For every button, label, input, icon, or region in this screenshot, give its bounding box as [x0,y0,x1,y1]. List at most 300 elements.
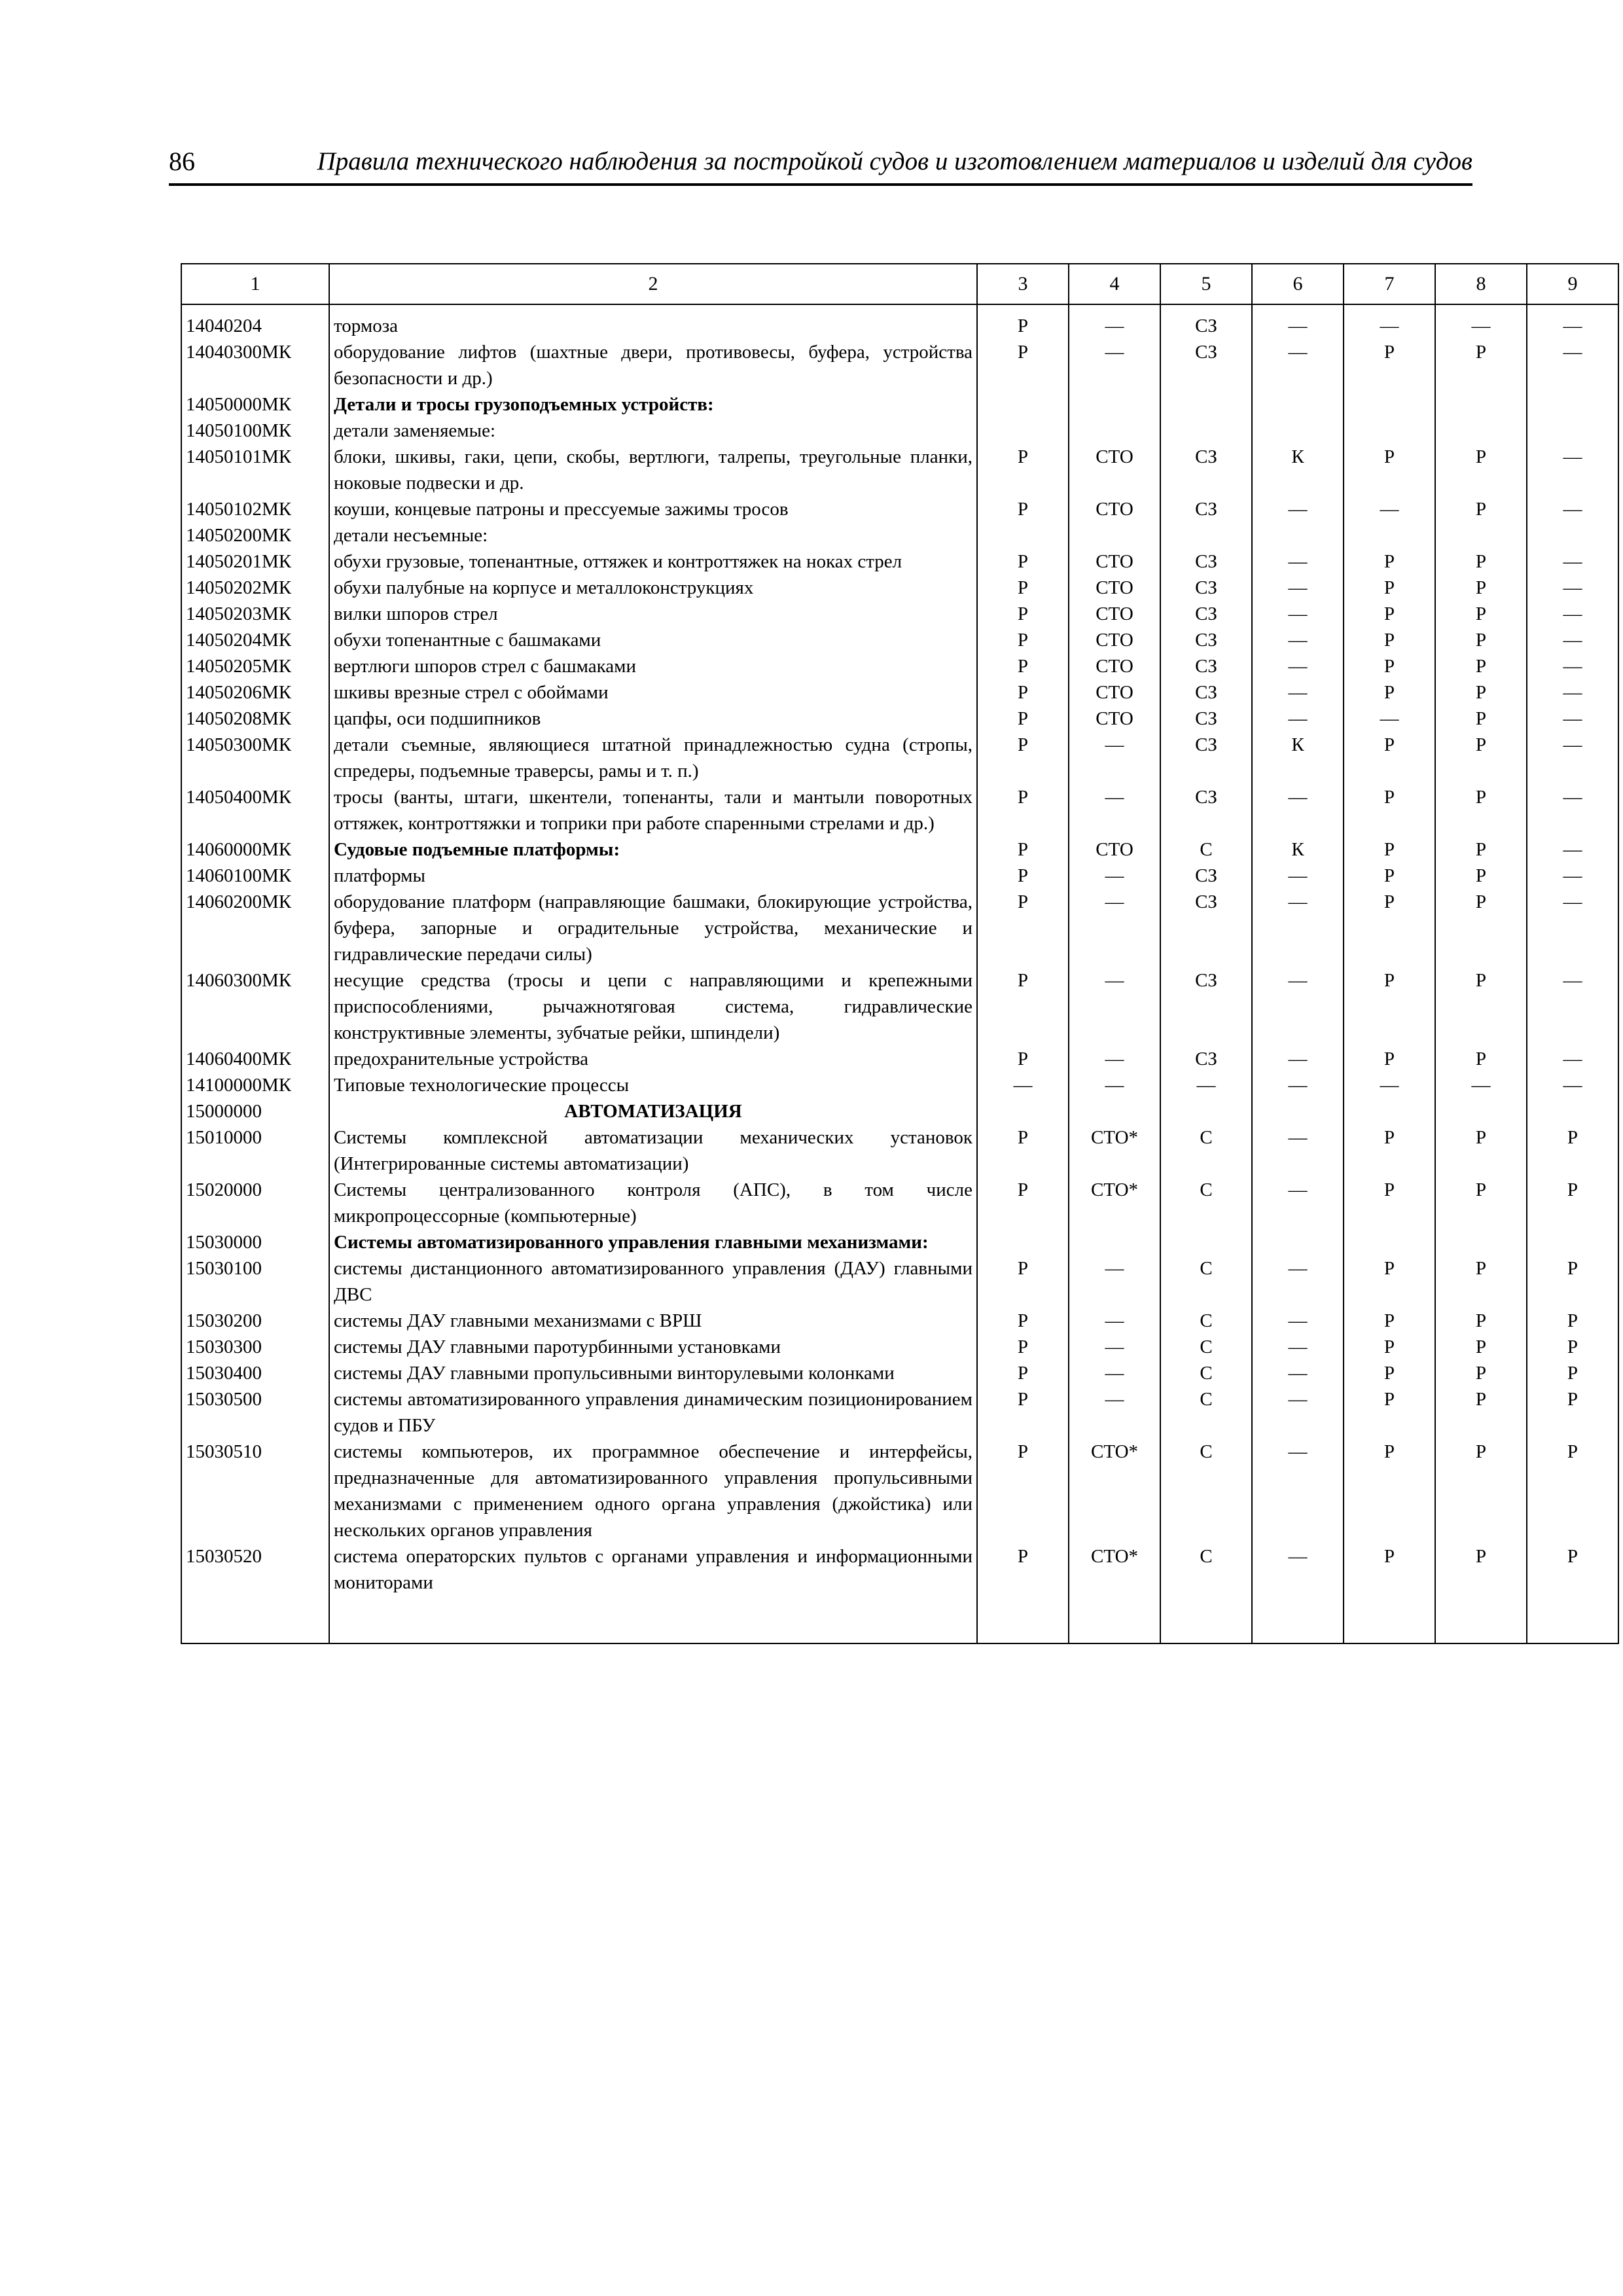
cell-col-9: — [1527,732,1618,784]
cell-col-4: — [1069,1360,1160,1386]
cell-col-8: Р [1435,627,1527,653]
cell-col-6: — [1252,575,1344,601]
item-description: тросы (ванты, штаги, шкентели, топенанты, тали и мантыли поворотных оттяжек, контроттяжки и топрики при работе спаренными стрелами и др.) [329,784,977,836]
table-row [181,967,1618,1046]
cell-col-6: — [1252,1386,1344,1439]
cell-col-5: СЗ [1160,548,1252,575]
item-code: 14050205МК [181,653,329,679]
cell-col-7 [1344,1229,1435,1255]
cell-col-4 [1069,522,1160,548]
item-code: 15010000 [181,1124,329,1177]
cell-col-6: — [1252,548,1344,575]
spacer-cell [329,1596,977,1643]
cell-col-3: Р [977,1308,1069,1334]
cell-col-5: СЗ [1160,889,1252,967]
cell-col-7: Р [1344,1255,1435,1308]
table-bottom-spacer [181,1596,1618,1643]
item-description: Системы автоматизированного управления главными механизмами: [329,1229,977,1255]
cell-col-3: Р [977,444,1069,496]
cell-col-5: СЗ [1160,444,1252,496]
cell-col-8: Р [1435,732,1527,784]
cell-col-4: СТО [1069,444,1160,496]
column-header: 5 [1160,264,1252,304]
cell-col-9: — [1527,339,1618,391]
cell-col-9: Р [1527,1543,1618,1596]
cell-col-8: Р [1435,601,1527,627]
item-description: Судовые подъемные платформы: [329,836,977,863]
cell-col-7: Р [1344,548,1435,575]
cell-col-4: — [1069,1334,1160,1360]
cell-col-3: Р [977,1177,1069,1229]
cell-col-4: СТО [1069,496,1160,522]
cell-col-4: СТО* [1069,1439,1160,1543]
cell-col-5: С [1160,1308,1252,1334]
cell-col-6: К [1252,732,1344,784]
cell-col-5: СЗ [1160,679,1252,706]
cell-col-5: С [1160,1360,1252,1386]
cell-col-5: СЗ [1160,627,1252,653]
table-row [181,889,1618,967]
item-code: 15030400 [181,1360,329,1386]
cell-col-9: — [1527,601,1618,627]
cell-col-9: Р [1527,1334,1618,1360]
item-description: шкивы врезные стрел с обоймами [329,679,977,706]
cell-col-9: — [1527,706,1618,732]
cell-col-3: Р [977,601,1069,627]
cell-col-6 [1252,418,1344,444]
cell-col-8: Р [1435,653,1527,679]
cell-col-7: Р [1344,1124,1435,1177]
item-code: 14050204МК [181,627,329,653]
table-row [181,1386,1618,1439]
cell-col-8 [1435,1229,1527,1255]
cell-col-6: — [1252,496,1344,522]
cell-col-4 [1069,391,1160,418]
cell-col-9: — [1527,575,1618,601]
cell-col-4: — [1069,339,1160,391]
item-description: обухи грузовые, топенантные, оттяжек и контроттяжек на ноках стрел [329,548,977,575]
item-description: системы ДАУ главными пропульсивными винторулевыми колонками [329,1360,977,1386]
cell-col-7 [1344,418,1435,444]
item-code: 14060000МК [181,836,329,863]
cell-col-6: — [1252,889,1344,967]
cell-col-8: Р [1435,1334,1527,1360]
column-header: 1 [181,264,329,304]
item-description: система операторских пультов с органами управления и информационными мониторами [329,1543,977,1596]
cell-col-6: — [1252,1124,1344,1177]
cell-col-8: Р [1435,1124,1527,1177]
cell-col-5: С [1160,1439,1252,1543]
cell-col-3: Р [977,967,1069,1046]
cell-col-3 [977,1229,1069,1255]
cell-col-4: — [1069,1308,1160,1334]
item-description: оборудование лифтов (шахтные двери, противовесы, буфера, устройства безопасности и др.) [329,339,977,391]
cell-col-9: Р [1527,1124,1618,1177]
table-row [181,679,1618,706]
cell-col-3 [977,391,1069,418]
item-code: 14100000МК [181,1072,329,1098]
cell-col-3: Р [977,304,1069,339]
column-header: 4 [1069,264,1160,304]
cell-col-4: — [1069,863,1160,889]
cell-col-3: Р [977,1124,1069,1177]
cell-col-5: СЗ [1160,601,1252,627]
cell-col-3: Р [977,706,1069,732]
cell-col-8: Р [1435,706,1527,732]
table-row [181,522,1618,548]
item-code: 14060300МК [181,967,329,1046]
item-code: 14050203МК [181,601,329,627]
cell-col-3: Р [977,627,1069,653]
cell-col-5: СЗ [1160,1046,1252,1072]
item-code: 14050201МК [181,548,329,575]
cell-col-7: Р [1344,575,1435,601]
table-row [181,1124,1618,1177]
cell-col-6: — [1252,601,1344,627]
item-description: коуши, концевые патроны и прессуемые зажимы тросов [329,496,977,522]
cell-col-6: — [1252,1360,1344,1386]
cell-col-8: Р [1435,444,1527,496]
page-header [169,145,1472,186]
cell-col-9: — [1527,304,1618,339]
cell-col-3: Р [977,339,1069,391]
cell-col-6: — [1252,967,1344,1046]
table-row [181,444,1618,496]
cell-col-8: Р [1435,1255,1527,1308]
cell-col-3: Р [977,679,1069,706]
item-description: детали съемные, являющиеся штатной принадлежностью судна (стропы, спредеры, подъемные траверсы, рамы и т. п.) [329,732,977,784]
cell-col-9: Р [1527,1360,1618,1386]
cell-col-3: Р [977,863,1069,889]
cell-col-6: — [1252,627,1344,653]
item-code: 14060100МК [181,863,329,889]
cell-col-9 [1527,1229,1618,1255]
cell-col-6 [1252,1229,1344,1255]
cell-col-8: Р [1435,1177,1527,1229]
table-row [181,496,1618,522]
cell-col-9: — [1527,1046,1618,1072]
spacer-cell [1527,1596,1618,1643]
cell-col-5: — [1160,1072,1252,1098]
table-row [181,575,1618,601]
cell-col-9: — [1527,679,1618,706]
cell-col-7: Р [1344,836,1435,863]
item-description: блоки, шкивы, гаки, цепи, скобы, вертлюги, талрепы, треугольные планки, ноковые подвески и др. [329,444,977,496]
cell-col-5: СЗ [1160,967,1252,1046]
cell-col-5: СЗ [1160,653,1252,679]
column-header: 9 [1527,264,1618,304]
table-row [181,1360,1618,1386]
item-code: 14050101МК [181,444,329,496]
cell-col-8: Р [1435,784,1527,836]
cell-col-7: Р [1344,1543,1435,1596]
item-description: обухи палубные на корпусе и металлоконструкциях [329,575,977,601]
cell-col-3: — [977,1072,1069,1098]
table-row [181,1098,1618,1124]
table-row [181,627,1618,653]
table-row [181,1177,1618,1229]
item-description: системы ДАУ главными паротурбинными установками [329,1334,977,1360]
item-description: предохранительные устройства [329,1046,977,1072]
cell-col-6: — [1252,1334,1344,1360]
cell-col-8: Р [1435,548,1527,575]
cell-col-8: Р [1435,967,1527,1046]
cell-col-6: К [1252,836,1344,863]
cell-col-4: — [1069,1255,1160,1308]
cell-col-4: — [1069,967,1160,1046]
item-code: 15020000 [181,1177,329,1229]
item-description: цапфы, оси подшипников [329,706,977,732]
cell-col-6: — [1252,1543,1344,1596]
table-row [181,863,1618,889]
cell-col-7: — [1344,706,1435,732]
cell-col-6: — [1252,1255,1344,1308]
cell-col-9 [1527,522,1618,548]
cell-col-6: — [1252,1439,1344,1543]
cell-col-9: — [1527,967,1618,1046]
cell-col-7: Р [1344,1334,1435,1360]
cell-col-6: — [1252,1046,1344,1072]
cell-col-3: Р [977,784,1069,836]
table-row [181,1072,1618,1098]
cell-col-8 [1435,522,1527,548]
cell-col-5: СЗ [1160,784,1252,836]
spacer-cell [181,1596,329,1643]
item-description: детали несъемные: [329,522,977,548]
cell-col-4: СТО [1069,548,1160,575]
item-code: 15030100 [181,1255,329,1308]
cell-col-8: Р [1435,575,1527,601]
table-row [181,1046,1618,1072]
cell-col-8: Р [1435,679,1527,706]
cell-col-3: Р [977,653,1069,679]
cell-col-7: Р [1344,627,1435,653]
cell-col-4: СТО [1069,679,1160,706]
cell-col-5: СЗ [1160,575,1252,601]
cell-col-7: Р [1344,1177,1435,1229]
cell-col-7: Р [1344,1046,1435,1072]
item-code: 14050400МК [181,784,329,836]
table-row [181,391,1618,418]
item-code: 15030000 [181,1229,329,1255]
spacer-cell [977,1596,1069,1643]
column-header: 7 [1344,264,1435,304]
cell-col-3: Р [977,1334,1069,1360]
table-row [181,1229,1618,1255]
cell-col-7: — [1344,304,1435,339]
cell-col-3: Р [977,1543,1069,1596]
cell-col-8 [1435,418,1527,444]
cell-col-3: Р [977,548,1069,575]
cell-col-4: СТО [1069,575,1160,601]
cell-col-4: — [1069,889,1160,967]
cell-col-8: Р [1435,863,1527,889]
cell-col-6: — [1252,1177,1344,1229]
cell-col-9 [1527,391,1618,418]
cell-col-8: Р [1435,496,1527,522]
cell-col-5: С [1160,1124,1252,1177]
cell-col-7: — [1344,1072,1435,1098]
cell-col-7 [1344,1098,1435,1124]
item-description: системы дистанционного автоматизированного управления (ДАУ) главными ДВС [329,1255,977,1308]
table-header-row [181,264,1618,304]
cell-col-3 [977,522,1069,548]
table-row [181,732,1618,784]
item-code: 14050100МК [181,418,329,444]
item-code: 14050206МК [181,679,329,706]
cell-col-4: СТО* [1069,1124,1160,1177]
cell-col-9 [1527,1098,1618,1124]
cell-col-4: — [1069,732,1160,784]
cell-col-5 [1160,1098,1252,1124]
cell-col-6: — [1252,339,1344,391]
cell-col-8: — [1435,304,1527,339]
cell-col-3: Р [977,575,1069,601]
item-description: вертлюги шпоров стрел с башмаками [329,653,977,679]
item-description: Детали и тросы грузоподъемных устройств: [329,391,977,418]
item-code: 14060200МК [181,889,329,967]
cell-col-8: — [1435,1072,1527,1098]
item-code: 15030200 [181,1308,329,1334]
cell-col-7 [1344,522,1435,548]
cell-col-4: СТО* [1069,1177,1160,1229]
cell-col-9: Р [1527,1439,1618,1543]
table-row [181,601,1618,627]
item-description: платформы [329,863,977,889]
cell-col-4: СТО* [1069,1543,1160,1596]
column-header: 2 [329,264,977,304]
cell-col-7: Р [1344,784,1435,836]
cell-col-5 [1160,418,1252,444]
cell-col-7: Р [1344,339,1435,391]
cell-col-4 [1069,1098,1160,1124]
spacer-cell [1252,1596,1344,1643]
table-row [181,339,1618,391]
cell-col-6: — [1252,1308,1344,1334]
column-header: 3 [977,264,1069,304]
item-description: тормоза [329,304,977,339]
table-row [181,418,1618,444]
item-description: системы компьютеров, их программное обеспечение и интерфейсы, предназначенные для автоматизированного управления пропульсивными механизмами с применением одного органа управления (джойстика) или нескольких органов управления [329,1439,977,1543]
item-description: вилки шпоров стрел [329,601,977,627]
cell-col-7: Р [1344,679,1435,706]
cell-col-7: Р [1344,889,1435,967]
item-description: Системы централизованного контроля (АПС), в том числе микропроцессорные (компьютерные) [329,1177,977,1229]
spacer-cell [1344,1596,1435,1643]
item-description: Системы комплексной автоматизации механических установок (Интегрированные системы автоматизации) [329,1124,977,1177]
table-row [181,548,1618,575]
cell-col-9: — [1527,836,1618,863]
item-code: 14050102МК [181,496,329,522]
cell-col-4: СТО [1069,653,1160,679]
cell-col-9: Р [1527,1308,1618,1334]
cell-col-8: Р [1435,1543,1527,1596]
table-row [181,706,1618,732]
cell-col-4: — [1069,1386,1160,1439]
cell-col-5: С [1160,1255,1252,1308]
cell-col-3: Р [977,732,1069,784]
cell-col-9: — [1527,627,1618,653]
cell-col-6 [1252,522,1344,548]
item-description: оборудование платформ (направляющие башмаки, блокирующие устройства, буфера, запорные и оградительные устройства, механические и гидравлические передачи силы) [329,889,977,967]
cell-col-3: Р [977,836,1069,863]
running-title: Правила технического наблюдения за постройкой судов и изготовлением материалов и изделий для судов [317,147,1472,175]
item-code: 15030300 [181,1334,329,1360]
item-code: 14050202МК [181,575,329,601]
cell-col-4: — [1069,1072,1160,1098]
cell-col-4: СТО [1069,601,1160,627]
cell-col-8 [1435,1098,1527,1124]
spacer-cell [1160,1596,1252,1643]
cell-col-7: Р [1344,653,1435,679]
item-description: Типовые технологические процессы [329,1072,977,1098]
cell-col-3: Р [977,1439,1069,1543]
item-code: 14040300МК [181,339,329,391]
item-description: системы автоматизированного управления динамическим позиционированием судов и ПБУ [329,1386,977,1439]
cell-col-8: Р [1435,1308,1527,1334]
cell-col-9 [1527,418,1618,444]
cell-col-3 [977,1098,1069,1124]
cell-col-4 [1069,418,1160,444]
cell-col-4: — [1069,784,1160,836]
item-description: обухи топенантные с башмаками [329,627,977,653]
cell-col-6 [1252,391,1344,418]
item-code: 14050208МК [181,706,329,732]
item-code: 15030520 [181,1543,329,1596]
cell-col-7 [1344,391,1435,418]
cell-col-7: — [1344,496,1435,522]
cell-col-3: Р [977,889,1069,967]
cell-col-4: СТО [1069,706,1160,732]
cell-col-6: — [1252,304,1344,339]
cell-col-9: — [1527,653,1618,679]
item-code: 14050000МК [181,391,329,418]
spacer-cell [1069,1596,1160,1643]
cell-col-8: Р [1435,836,1527,863]
table-row [181,1439,1618,1543]
table-row [181,784,1618,836]
cell-col-6: — [1252,653,1344,679]
cell-col-5: С [1160,1334,1252,1360]
item-code: 14060400МК [181,1046,329,1072]
cell-col-9: — [1527,784,1618,836]
cell-col-6: — [1252,784,1344,836]
item-code: 15030500 [181,1386,329,1439]
cell-col-5: С [1160,1177,1252,1229]
item-description: АВТОМАТИЗАЦИЯ [329,1098,977,1124]
cell-col-8: Р [1435,1360,1527,1386]
cell-col-9: Р [1527,1386,1618,1439]
cell-col-7: Р [1344,444,1435,496]
item-code: 15030510 [181,1439,329,1543]
cell-col-5: СЗ [1160,496,1252,522]
cell-col-9: — [1527,496,1618,522]
cell-col-4 [1069,1229,1160,1255]
cell-col-6 [1252,1098,1344,1124]
cell-col-8: Р [1435,339,1527,391]
cell-col-5: С [1160,1543,1252,1596]
table-row [181,1308,1618,1334]
cell-col-5 [1160,1229,1252,1255]
cell-col-3: Р [977,1386,1069,1439]
cell-col-3: Р [977,1255,1069,1308]
table-row [181,653,1618,679]
cell-col-9: Р [1527,1255,1618,1308]
cell-col-8 [1435,391,1527,418]
cell-col-7: Р [1344,1439,1435,1543]
cell-col-7: Р [1344,1360,1435,1386]
cell-col-7: Р [1344,601,1435,627]
